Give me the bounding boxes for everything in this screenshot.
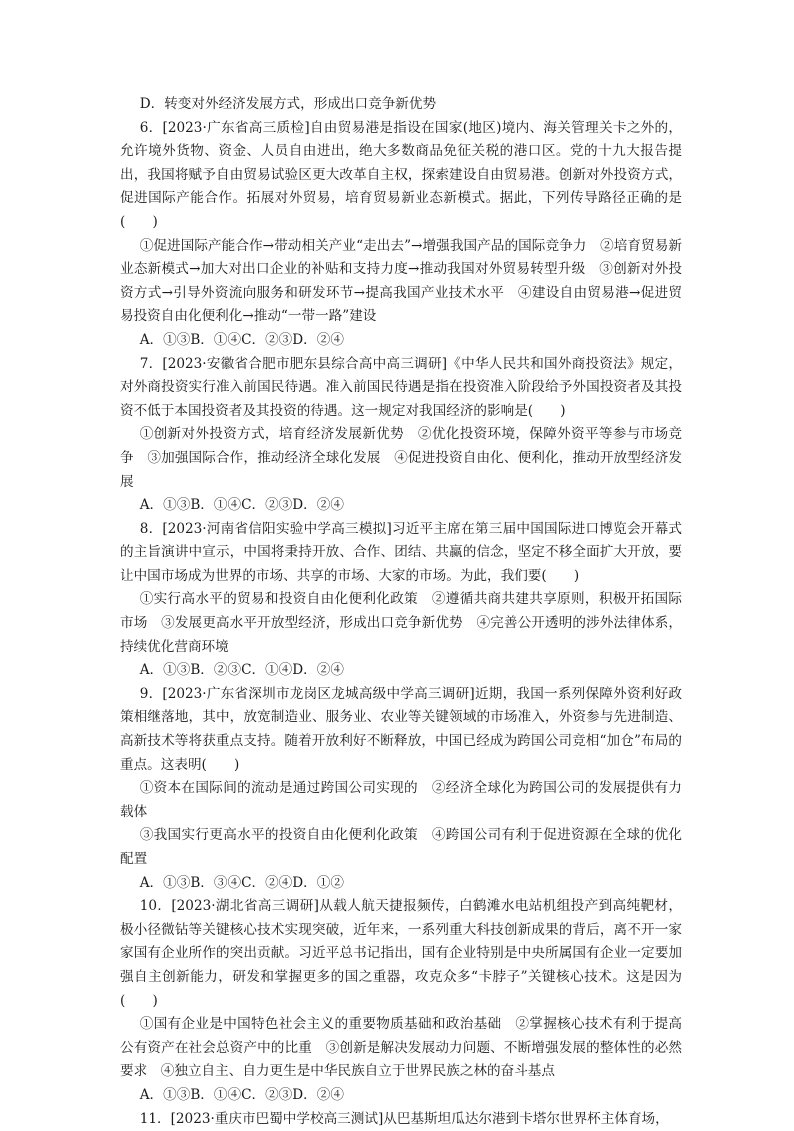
question-9-statements-b: ③我国实行更高水平的投资自由化便利化政策 ④跨国公司有利于促进资源在全球的优化配置: [120, 827, 682, 867]
question-7-choices: A．①③B．①④C．②③D．②④: [139, 497, 344, 514]
question-9-stem: 9．[2023·广东省深圳市龙岗区龙城高级中学高三调研]近期，我国一系列保障外资利好政策相继落地，其中，放宽制造业、服务业、农业等关键领域的市场准入，外资参与先进制造、高新技术等将获重点支持。随着开放利好不断释放，中国已经成为跨国公司竞相“加仓”布局的重点。这表明( ): [120, 685, 682, 773]
question-7-statements: ①创新对外投资方式，培育经济发展新优势 ②优化投资环境，保障外资平等参与市场竞争 ③加强国际合作，推动经济全球化发展 ④促进投资自由化、便利化，推动开放型经济发展: [120, 426, 682, 490]
question-6-statements: ①促进国际产能合作→带动相关产业“走出去”→增强我国产品的国际竞争力 ②培育贸易新业态新模式→加大对出口企业的补贴和支持力度→推动我国对外贸易转型升级 ③创新对外投资方式→引导外资流向服务和研发环节→提高我国产业技术水平 ④建设自由贸易港→促进贸易投资自由化便利化→推动“一带一路”建设: [120, 237, 682, 325]
question-6-stem: 6．[2023·广东省高三质检]自由贸易港是指设在国家(地区)境内、海关管理关卡之外的，允许境外货物、资金、人员自由进出，绝大多数商品免征关税的港口区。党的十九大报告提出，我国将赋予自由贸易试验区更大改革自主权，探索建设自由贸易港。创新对外投资方式，促进国际产能合作。拓展对外贸易，培育贸易新业态新模式。据此，下列传导路径正确的是( ): [120, 119, 682, 230]
question-7-stem: 7．[2023·安徽省合肥市肥东县综合高中高三调研]《中华人民共和国外商投资法》规定，对外商投资实行准入前国民待遇。准入前国民待遇是指在投资准入阶段给予外国投资者及其投资不低于本国投资者及其投资的待遇。这一规定对我国经济的影响是( ): [120, 355, 682, 419]
question-8-choices: A．①③B．②③C．①④D．②④: [139, 662, 344, 679]
question-8-statements: ①实行高水平的贸易和投资自由化便利化政策 ②遵循共商共建共享原则，积极开拓国际市场 ③发展更高水平开放型经济，形成出口竞争新优势 ④完善公开透明的涉外法律体系，持续优化营商环境: [120, 591, 682, 655]
question-10-choices: A．①③B．①④C．②③D．②④: [139, 1086, 344, 1103]
option-d-q5: D．转变对外经济发展方式，形成出口竞争新优势: [139, 96, 437, 112]
question-10-statements: ①国有企业是中国特色社会主义的重要物质基础和政治基础 ②掌握核心技术有利于提高公有资产在社会总资产中的比重 ③创新是解决发展动力问题、不断增强发展的整体性的必然要求 ④独立自主、自力更生是中华民族自立于世界民族之林的奋斗基点: [120, 1016, 682, 1080]
question-11-stem: 11．[2023·重庆市巴蜀中学校高三测试]从巴基斯坦瓜达尔港到卡塔尔世界杯主体育场，: [139, 1110, 669, 1127]
question-8-stem: 8．[2023·河南省信阳实验中学高三模拟]习近平主席在第三届中国国际进口博览会开幕式的主旨演讲中宣示，中国将秉持开放、合作、团结、共赢的信念，坚定不移全面扩大开放，要让中国市场成为世界的市场、共享的市场、大家的市场。为此，我们要( ): [120, 520, 682, 584]
question-column: [120, 93, 682, 1131]
question-9-statements-a: ①资本在国际间的流动是通过跨国公司实现的 ②经济全球化为跨国公司的发展提供有力载体: [120, 780, 682, 820]
question-9-choices: A．①③B．③④C．②④D．①②: [139, 874, 344, 891]
question-10-stem: 10．[2023·湖北省高三调研]从载人航天捷报频传，白鹤滩水电站机组投产到高纯靶材，极小径微钻等关键核心技术实现突破，近年来，一系列重大科技创新成果的背后，离不开一家家国有企业所作的突出贡献。习近平总书记指出，国有企业特别是中央所属国有企业一定要加强自主创新能力，研发和掌握更多的国之重器，攻克众多“卡脖子”关键核心技术。这是因为( ): [120, 898, 682, 1009]
question-6-choices: A．①③B．①④C．②③D．②④: [139, 331, 344, 348]
